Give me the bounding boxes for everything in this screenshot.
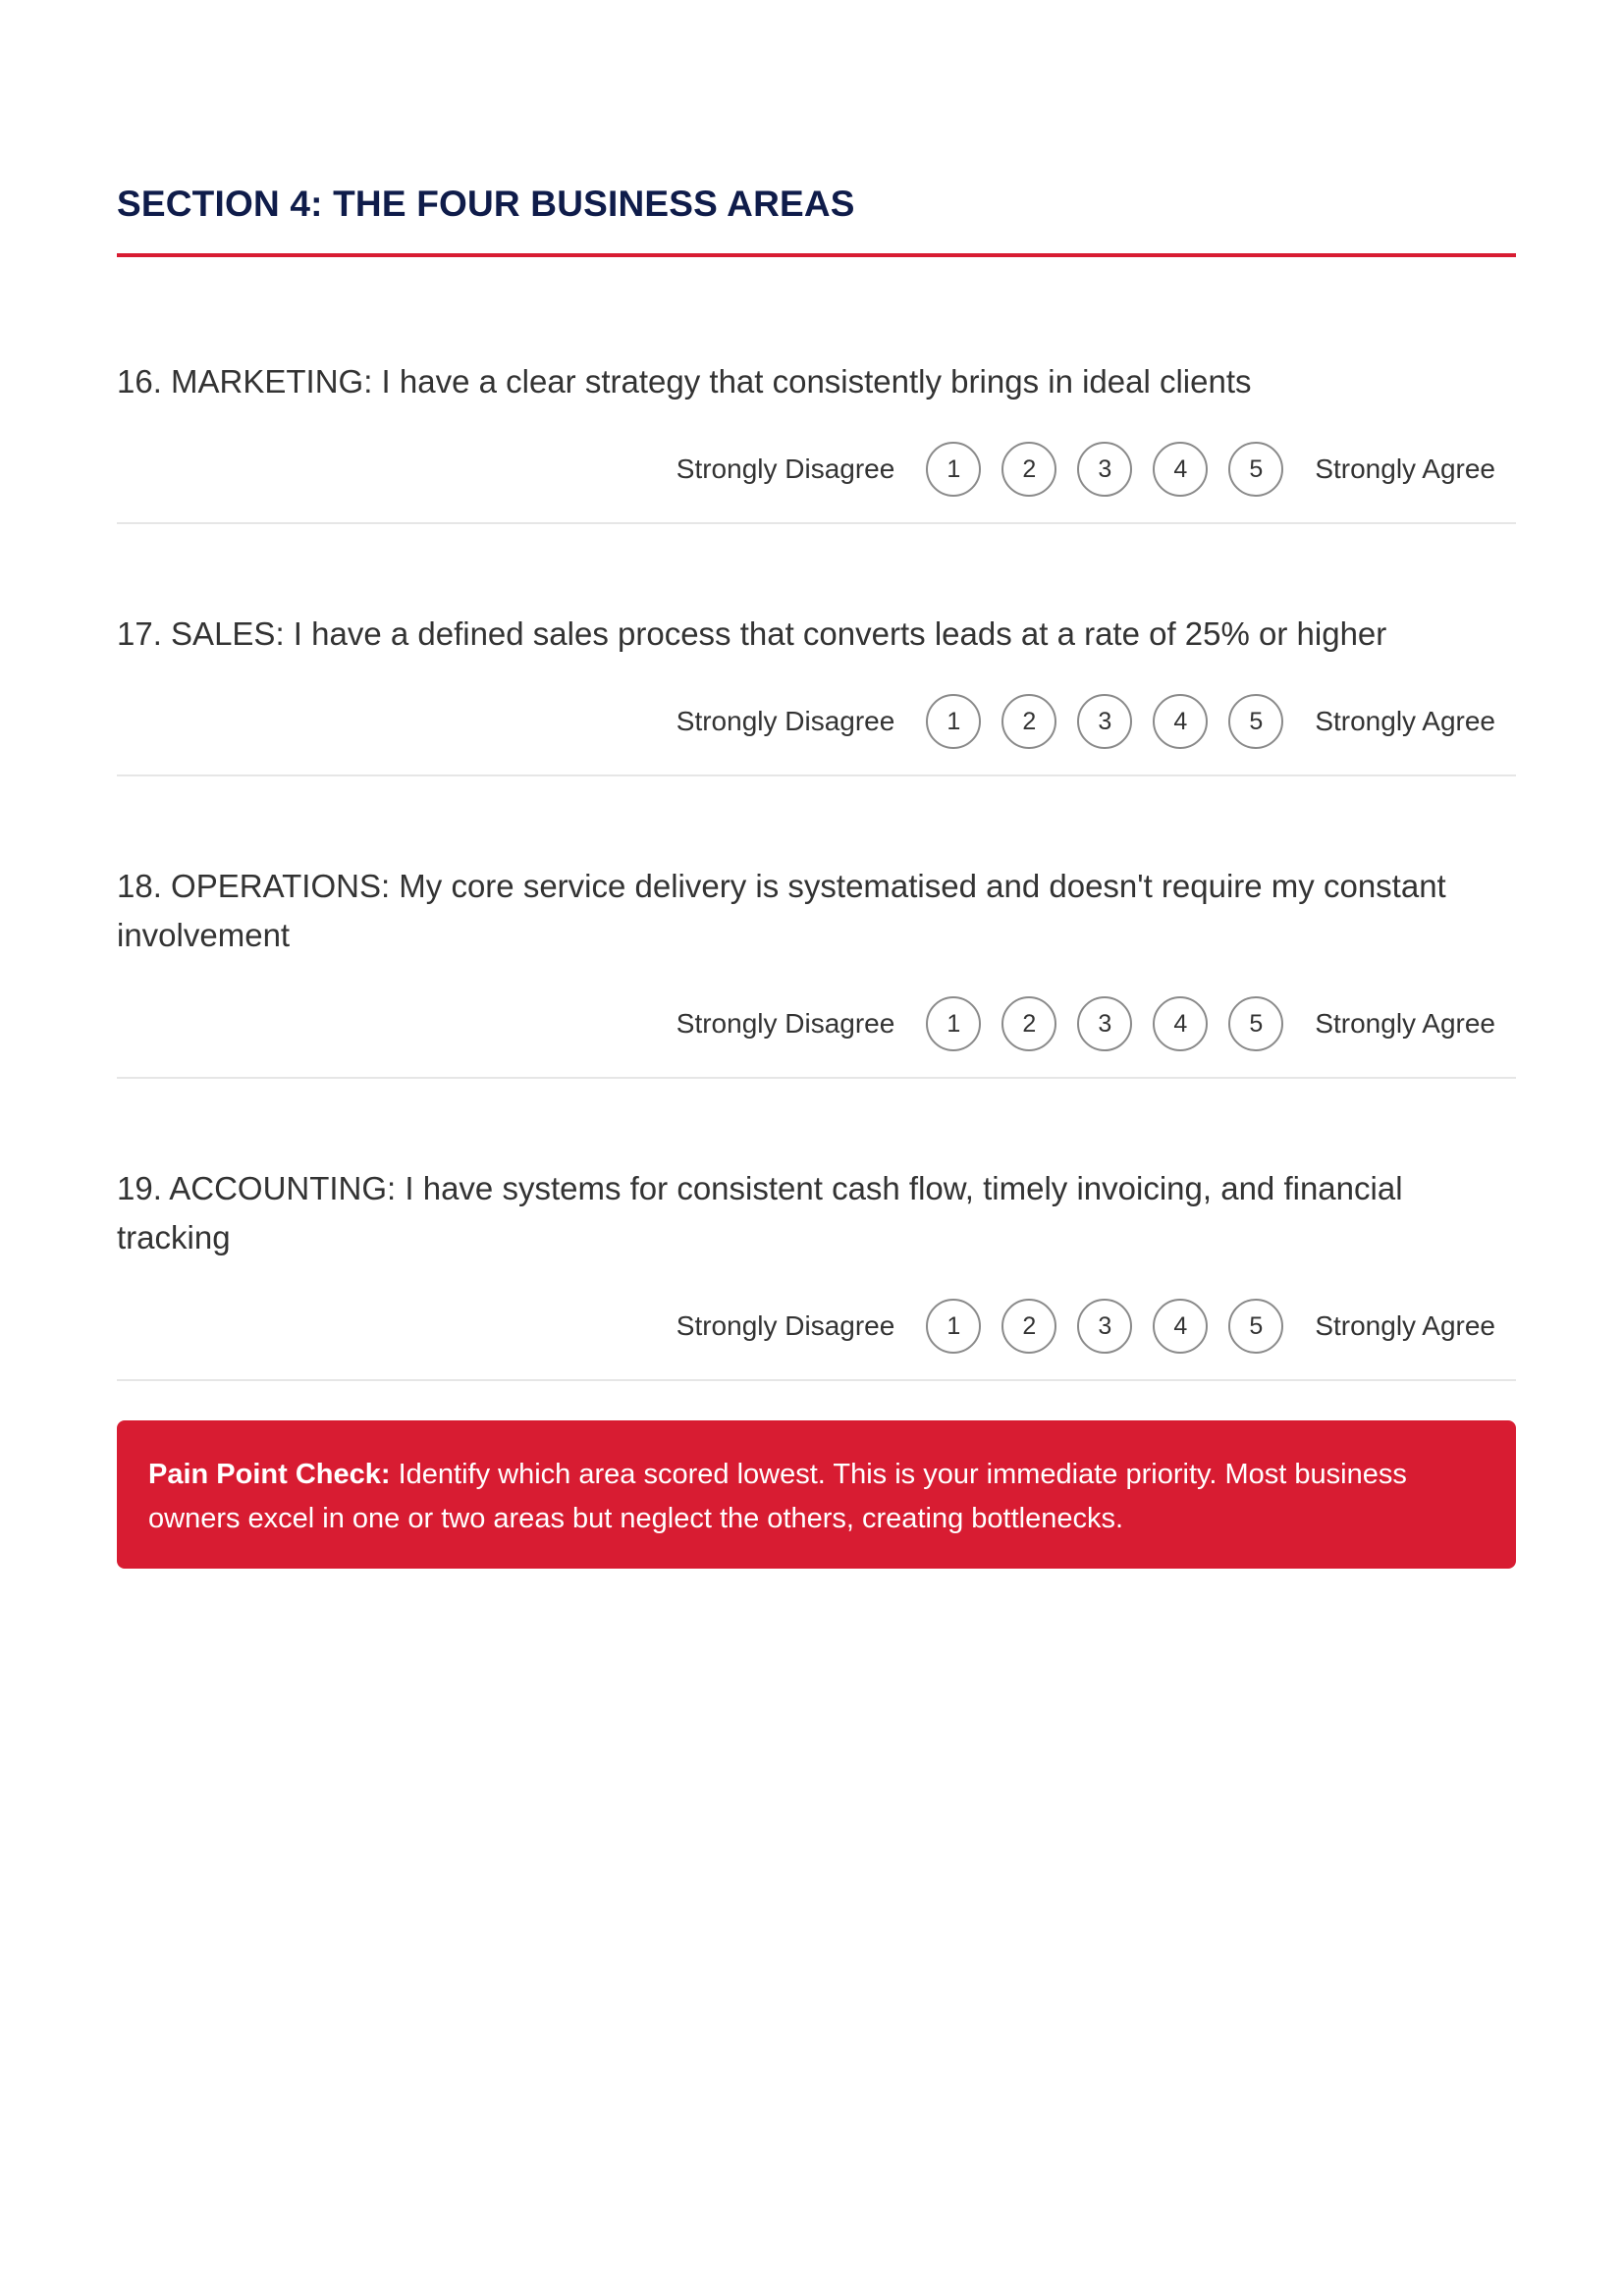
rating-option-4[interactable]: 4 [1153,442,1208,497]
question-18 [117,862,1516,1079]
question-19 [117,1164,1516,1381]
question-16-text: 16. MARKETING: I have a clear strategy that consistently brings in ideal clients [117,363,1252,400]
scale-label-disagree: Strongly Disagree [676,706,895,736]
rating-option-1[interactable]: 1 [926,694,981,749]
question-16 [117,357,1516,524]
scale-label-agree: Strongly Agree [1315,706,1495,736]
rating-option-4[interactable]: 4 [1153,694,1208,749]
rating-options [926,1299,1283,1354]
rating-options [926,996,1283,1051]
rating-scale-17 [117,694,1516,749]
rating-option-1[interactable]: 1 [926,1299,981,1354]
rating-option-2[interactable]: 2 [1001,694,1056,749]
scale-label-agree: Strongly Agree [1315,1310,1495,1341]
scale-label-agree: Strongly Agree [1315,1008,1495,1039]
rating-scale-19 [117,1299,1516,1354]
section-divider [117,253,1516,257]
question-18-text: 18. OPERATIONS: My core service delivery is systematised and doesn't require my constant involvement [117,868,1446,953]
callout-body: Identify which area scored lowest. This is your immediate priority. Most business owners excel in one or two areas but neglect the others, creating bottlenecks. [148,1459,1407,1534]
rating-option-5[interactable]: 5 [1228,1299,1283,1354]
section-title: SECTION 4: THE FOUR BUSINESS AREAS [117,184,855,224]
rating-option-4[interactable]: 4 [1153,996,1208,1051]
pain-point-callout [117,1420,1516,1569]
scale-label-disagree: Strongly Disagree [676,1008,895,1039]
rating-option-2[interactable]: 2 [1001,1299,1056,1354]
scale-label-disagree: Strongly Disagree [676,1310,895,1341]
rating-scale-18 [117,996,1516,1051]
rating-option-5[interactable]: 5 [1228,694,1283,749]
question-17 [117,610,1516,776]
rating-scale-16 [117,442,1516,497]
rating-option-2[interactable]: 2 [1001,442,1056,497]
rating-option-5[interactable]: 5 [1228,996,1283,1051]
rating-option-3[interactable]: 3 [1077,996,1132,1051]
rating-option-1[interactable]: 1 [926,442,981,497]
scale-label-disagree: Strongly Disagree [676,454,895,484]
rating-option-3[interactable]: 3 [1077,1299,1132,1354]
question-17-text: 17. SALES: I have a defined sales process that converts leads at a rate of 25% or higher [117,615,1387,652]
rating-option-3[interactable]: 3 [1077,694,1132,749]
rating-option-4[interactable]: 4 [1153,1299,1208,1354]
rating-option-2[interactable]: 2 [1001,996,1056,1051]
rating-option-3[interactable]: 3 [1077,442,1132,497]
scale-label-agree: Strongly Agree [1315,454,1495,484]
rating-option-5[interactable]: 5 [1228,442,1283,497]
question-19-text: 19. ACCOUNTING: I have systems for consistent cash flow, timely invoicing, and financial tracking [117,1170,1403,1255]
rating-option-1[interactable]: 1 [926,996,981,1051]
callout-title: Pain Point Check: [148,1459,391,1490]
rating-options [926,442,1283,497]
rating-options [926,694,1283,749]
